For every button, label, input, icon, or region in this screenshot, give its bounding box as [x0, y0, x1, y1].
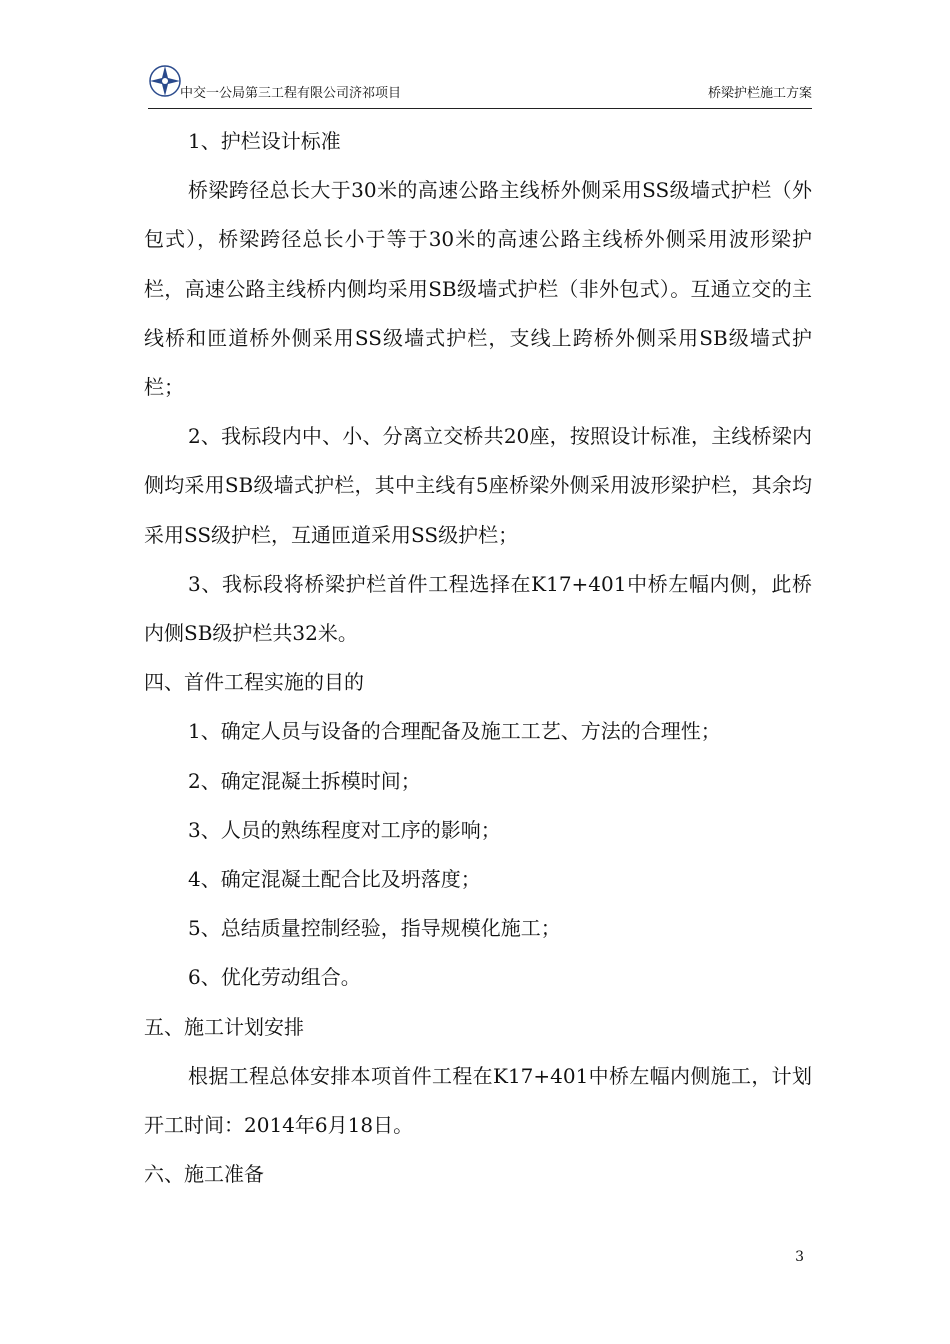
paragraph: 五、施工计划安排: [144, 1014, 304, 1039]
paragraph: 根据工程总体安排本项首件工程在K17+401中桥左幅内侧施工，计划开工时间：2014年6月18日。: [144, 1063, 812, 1138]
header-organization: 中交一公局第三工程有限公司济祁项目: [180, 86, 402, 101]
document-body: [144, 117, 812, 1199]
paragraph: 1、确定人员与设备的合理配备及施工工艺、方法的合理性；: [188, 719, 721, 744]
paragraph: 4、确定混凝土配合比及坍落度；: [188, 867, 481, 892]
page-header: [148, 64, 812, 108]
company-logo-icon: [148, 64, 182, 98]
paragraph: 6、优化劳动组合。: [188, 965, 361, 990]
paragraph: 5、总结质量控制经验，指导规模化施工；: [188, 916, 561, 941]
paragraph: 2、确定混凝土拆模时间；: [188, 768, 421, 793]
header-document-title: 桥梁护栏施工方案: [707, 86, 812, 101]
paragraph: 1、护栏设计标准: [188, 129, 341, 153]
paragraph: 3、我标段将桥梁护栏首件工程选择在K17+401中桥左幅内侧，此桥内侧SB级护栏共32米。: [144, 571, 812, 646]
paragraph: 3、人员的熟练程度对工序的影响；: [188, 817, 501, 842]
paragraph: 六、施工准备: [144, 1162, 264, 1187]
paragraph: 桥梁跨径总长大于30米的高速公路主线桥外侧采用SS级墙式护栏（外包式），桥梁跨径总长小于等于30米的高速公路主线桥外侧采用波形梁护栏，高速公路主线桥内侧均采用SB级墙式护栏（非外包式）。互通立交的主线桥和匝道桥外侧采用SS级墙式护栏，支线上跨桥外侧采用SB级墙式护栏；: [144, 178, 812, 400]
page-number: 3: [795, 1249, 804, 1265]
paragraph: 2、我标段内中、小、分离立交桥共20座，按照设计标准，主线桥梁内侧均采用SB级墙式护栏，其中主线有5座桥梁外侧采用波形梁护栏，其余均采用SS级护栏，互通匝道采用SS级护栏；: [144, 424, 812, 547]
header-rule: [148, 108, 812, 109]
paragraph: 四、首件工程实施的目的: [144, 670, 364, 695]
